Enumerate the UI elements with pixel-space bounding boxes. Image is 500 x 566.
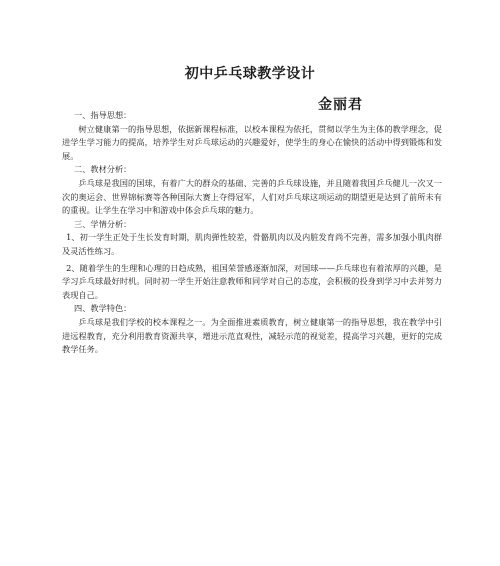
paragraph-student-analysis-2: 2、随着学生的生理和心理的日趋成熟，祖国荣誉感逐渐加深，对国球——乒乓球也有着浓厚的兴趣，是学习乒乓球最好时机。同时初一学生开始注意教师和同学对自己的态度，会积极的投身到学习中去并努力表现自己。 [62, 262, 442, 300]
author-name: 金丽君 [318, 97, 363, 113]
paragraph-guiding-ideology: 树立健康第一的指导思想，依据新课程标准，以校本课程为依托，贯彻以学生为主体的教学理念，促进学生学习能力的提高，培养学生对乒乓球运动的兴趣爱好，使学生的身心在愉快的活动中得到锻炼和发展。 [62, 123, 442, 161]
section-heading-teaching-features: 四、教学特色： [74, 303, 132, 314]
document-body [62, 109, 442, 357]
paragraph-material-analysis: 乒乓球是我国的国球，有着广大的群众的基础、完善的乒乓球设施，并且随着我国乒乓健儿一次又一次的奥运会、世界锦标赛等各种国际大赛上夺得冠军，人们对乒乓球这项运动的期望更是达到了前所未有的重视。让学生在学习中和游戏中体会乒乓球的魅力。 [62, 177, 442, 216]
paragraph-teaching-features: 乒乓球是我们学校的校本课程之一。为全面推进素质教育，树立健康第一的指导思想，我在教学中引进远程教育，充分利用教育资源共享，增进示范直观性，减轻示范的视觉差，提高学习兴趣，更好的完成教学任务。 [62, 316, 442, 355]
section-heading-guiding-ideology: 一、指导思想： [74, 110, 132, 120]
document-title: 初中乒乓球教学设计 [184, 66, 316, 82]
section-heading-material-analysis: 二、教材分析： [74, 164, 132, 175]
paragraph-student-analysis-1: 1、初一学生正处于生长发育时期，肌肉弹性较差，骨骼肌肉以及内脏发育尚不完善，需多加强小肌肉群及灵活性练习。 [62, 232, 442, 256]
section-heading-student-analysis: 三、学情分析： [74, 218, 132, 229]
